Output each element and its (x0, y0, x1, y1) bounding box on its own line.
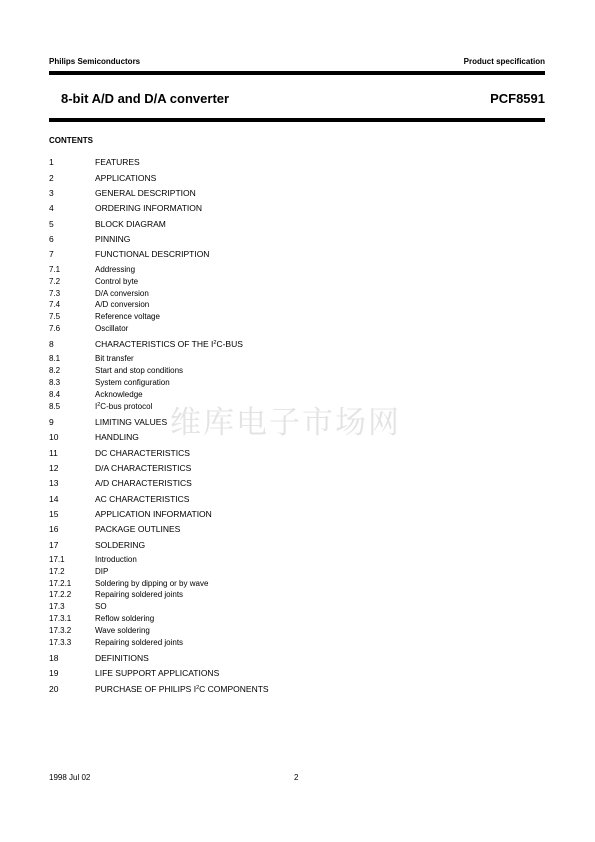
toc-entry-number: 17.1 (49, 555, 65, 564)
header-rule (49, 71, 545, 75)
toc-entry-number: 17.2 (49, 567, 65, 576)
toc-entry-title: FEATURES (95, 157, 140, 167)
toc-entry-number: 16 (49, 524, 59, 534)
toc-entry-number: 9 (49, 417, 54, 427)
toc-entry-title: Reflow soldering (95, 614, 155, 623)
toc-entry-number: 8.1 (49, 354, 61, 363)
toc-entry-number: 17.3.3 (49, 638, 72, 647)
toc-entry-title: Oscillator (95, 324, 129, 333)
toc-entry-number: 19 (49, 668, 59, 678)
toc-entry-title: PACKAGE OUTLINES (95, 524, 181, 534)
toc-entry-number: 11 (49, 448, 58, 458)
toc-entry-number: 7.3 (49, 289, 61, 298)
toc-entry-title: D/A CHARACTERISTICS (95, 463, 192, 473)
toc-entry-number: 18 (49, 653, 59, 663)
toc-entry-title: A/D conversion (95, 300, 150, 309)
toc-entry-number: 17 (49, 540, 59, 550)
toc-entry-title: DC CHARACTERISTICS (95, 448, 190, 458)
toc-entry-number: 7 (49, 249, 54, 259)
toc-entry-number: 2 (49, 173, 54, 183)
toc-entry-number: 8.2 (49, 366, 61, 375)
toc-entry-title: DIP (95, 567, 109, 576)
footer-date: 1998 Jul 02 (49, 773, 91, 782)
toc-entry-title: Control byte (95, 277, 139, 286)
toc-entry-title (95, 339, 243, 349)
toc-entry-title: SO (95, 602, 107, 611)
toc-entry-title: Start and stop conditions (95, 366, 184, 375)
toc-entry-title: LIFE SUPPORT APPLICATIONS (95, 668, 220, 678)
toc-title-part: PURCHASE OF PHILIPS I (95, 684, 197, 694)
page-header (49, 57, 545, 69)
toc-entry-title: A/D CHARACTERISTICS (95, 478, 192, 488)
title-rule (49, 118, 545, 122)
toc-entry-number: 17.3.2 (49, 626, 72, 635)
toc-title-part: C-BUS (216, 339, 243, 349)
toc-entry-title: SOLDERING (95, 540, 146, 550)
toc-title-superscript: 2 (196, 685, 200, 691)
toc-entry-title: D/A conversion (95, 289, 149, 298)
toc-entry-title: AC CHARACTERISTICS (95, 494, 190, 504)
toc-entry-title: APPLICATIONS (95, 173, 157, 183)
toc-entry-number: 17.2.2 (49, 590, 72, 599)
toc-entry-title (95, 684, 269, 694)
toc-entry-title: GENERAL DESCRIPTION (95, 188, 196, 198)
page-number: 2 (294, 773, 299, 782)
toc-entry-number: 6 (49, 234, 54, 244)
toc-entry-title: APPLICATION INFORMATION (95, 509, 212, 519)
toc-entry-title: Acknowledge (95, 390, 143, 399)
toc-entry-title: Reference voltage (95, 312, 160, 321)
toc-entry-title: Wave soldering (95, 626, 150, 635)
toc-entry-number: 7.4 (49, 300, 61, 309)
toc-entry-title: LIMITING VALUES (95, 417, 168, 427)
toc-entry-number: 8.5 (49, 402, 61, 411)
document-type: Product specification (463, 57, 545, 66)
toc-entry-title: Repairing soldered joints (95, 590, 184, 599)
toc-entry-number: 8.4 (49, 390, 61, 399)
contents-heading: CONTENTS (49, 136, 93, 145)
toc-entry-number: 14 (49, 494, 59, 504)
toc-entry-title: BLOCK DIAGRAM (95, 219, 166, 229)
toc-entry-title: Soldering by dipping or by wave (95, 579, 209, 588)
toc-entry-number: 5 (49, 219, 54, 229)
toc-entry-title: PINNING (95, 234, 131, 244)
company-name: Philips Semiconductors (49, 57, 141, 66)
toc-entry-title: Repairing soldered joints (95, 638, 184, 647)
toc-title-superscript: 2 (213, 340, 217, 346)
toc-entry-title: Bit transfer (95, 354, 134, 363)
toc-entry-number: 7.1 (49, 265, 61, 274)
toc-title-part: CHARACTERISTICS OF THE I (95, 339, 214, 349)
toc-entry-number: 8.3 (49, 378, 61, 387)
toc-entry-number: 15 (49, 509, 59, 519)
toc-entry-title: HANDLING (95, 432, 139, 442)
toc-entry-number: 13 (49, 478, 59, 488)
watermark: 维库电子市场网 (170, 405, 401, 441)
toc-entry-number: 17.2.1 (49, 579, 72, 588)
toc-entry-number: 4 (49, 203, 54, 213)
toc-entry-title: System configuration (95, 378, 170, 387)
title-row (49, 91, 545, 109)
toc-entry-title: FUNCTIONAL DESCRIPTION (95, 249, 210, 259)
toc-title-part: C-bus protocol (100, 402, 153, 411)
toc-entry-number: 3 (49, 188, 54, 198)
toc-entry-number: 8 (49, 339, 54, 349)
part-number: PCF8591 (490, 91, 545, 106)
toc-title-part: I (95, 402, 98, 411)
toc-entry-number: 12 (49, 463, 59, 473)
toc-title-superscript: 2 (97, 402, 101, 408)
toc-entry-number: 17.3 (49, 602, 65, 611)
toc-entry-number: 20 (49, 684, 59, 694)
toc-entry-number: 7.6 (49, 324, 61, 333)
product-title: 8-bit A/D and D/A converter (61, 91, 230, 106)
toc-entry-title: Addressing (95, 265, 136, 274)
toc-entry-number: 7.5 (49, 312, 61, 321)
toc-entry-title: ORDERING INFORMATION (95, 203, 203, 213)
toc-entry-number: 7.2 (49, 277, 61, 286)
toc-entry-number: 10 (49, 432, 59, 442)
toc-entry-number: 1 (49, 157, 54, 167)
toc-entry-title: Introduction (95, 555, 137, 564)
toc-entry-title (95, 402, 152, 412)
toc-title-part: C COMPONENTS (199, 684, 269, 694)
toc-entry-number: 17.3.1 (49, 614, 72, 623)
toc-entry-title: DEFINITIONS (95, 653, 149, 663)
